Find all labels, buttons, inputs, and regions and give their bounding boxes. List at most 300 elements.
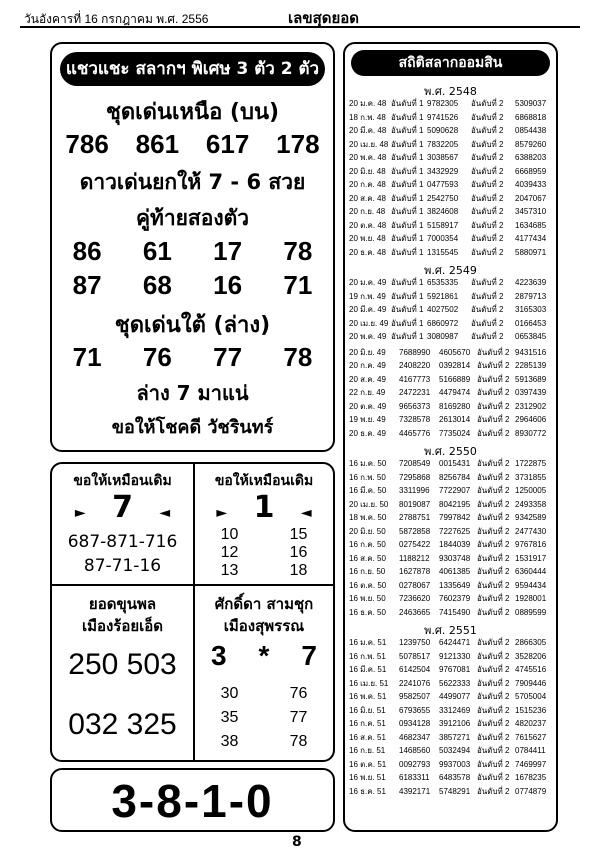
stats-cell: 2493358 (515, 499, 547, 509)
stats-cell: 16 ต.ค. 50 (349, 580, 387, 590)
stats-cell: อันดับที่ 1 (391, 139, 424, 149)
header-rule (20, 26, 580, 28)
tip-d-pair: 30 (220, 685, 239, 702)
south-numbers (52, 342, 333, 373)
stats-cell: 6360444 (515, 567, 547, 576)
stats-row (349, 771, 554, 784)
stats-cell: 20 ม.ค. 48 (349, 99, 387, 108)
stats-cell: 20 มิ.ย. 49 (349, 347, 386, 357)
tip-d-top-left: 3 (210, 640, 227, 671)
stats-cell: 0278067 (399, 580, 431, 590)
stats-cell: 2477430 (515, 526, 547, 536)
stats-cell: 9937003 (439, 759, 471, 769)
stats-cell: 7688990 (399, 347, 431, 357)
stats-cell: อันดับที่ 2 (471, 207, 504, 216)
stats-cell: 2788751 (399, 513, 431, 522)
tip-d-top-right: 7 (301, 640, 317, 671)
stats-cell: 16 มิ.ย. 51 (349, 705, 386, 715)
publication-brand: เลขสุดยอด (288, 9, 360, 27)
stats-cell: 3857271 (439, 732, 471, 742)
south-number: 76 (142, 342, 172, 372)
stats-cell: 4167773 (399, 374, 431, 384)
stats-cell: 9741526 (427, 112, 459, 122)
stats-row (349, 606, 554, 619)
stats-cell: 5622333 (439, 678, 471, 688)
stats-cell: 9594434 (515, 580, 547, 590)
stats-row (349, 373, 554, 386)
stats-cell: อันดับที่ 2 (477, 415, 510, 424)
stats-cell: 19 ก.พ. 49 (349, 291, 386, 301)
stats-cell: 0774879 (515, 786, 547, 796)
stats-cell: อันดับที่ 2 (471, 193, 504, 203)
arrow-left-icon: ◄ (159, 505, 171, 521)
stats-cell: อันดับที่ 2 (477, 526, 510, 536)
stats-cell: 2241076 (399, 678, 431, 688)
stats-cell: 16 พ.ย. 50 (349, 594, 386, 603)
stats-row (349, 498, 554, 511)
stats-cell: 0392814 (439, 361, 471, 370)
stats-cell: อันดับที่ 2 (477, 732, 510, 742)
stats-cell: 9121330 (439, 651, 471, 661)
stats-cell: 2542750 (427, 193, 459, 203)
stats-cell: อันดับที่ 2 (471, 291, 504, 301)
stats-cell: อันดับที่ 2 (477, 567, 510, 576)
tip-a-line-2: 87-71-16 (83, 556, 162, 576)
stats-cell: 8579260 (515, 139, 547, 149)
stats-cell: 4392171 (399, 786, 431, 796)
blessing: ขอให้โชคดี วัชรินทร์ (111, 417, 274, 438)
stats-cell: อันดับที่ 2 (471, 220, 504, 230)
stats-cell: 0166453 (515, 318, 547, 328)
stats-cell: 1678235 (515, 773, 547, 782)
stats-cell: อันดับที่ 2 (471, 234, 504, 243)
stats-row (349, 232, 554, 245)
north-number: 178 (276, 129, 320, 159)
stats-cell: 20 พ.ค. 48 (349, 153, 387, 162)
stats-cell: 2613014 (439, 415, 471, 424)
stats-cell: 7832205 (427, 139, 459, 149)
page-number: 8 (292, 834, 302, 850)
stats-cell: 8169280 (439, 401, 471, 411)
pair-number: 87 (72, 270, 102, 300)
stats-cell: อันดับที่ 2 (471, 278, 504, 287)
stats-cell: 5872858 (399, 526, 431, 536)
stats-cell: 3312469 (439, 705, 471, 715)
stats-cell: 20 เม.ย. 49 (349, 318, 389, 328)
stats-row (349, 663, 554, 676)
pair-title: คู่ท้ายสองตัว (135, 206, 250, 230)
stats-row (349, 731, 554, 744)
stats-cell: 7997842 (439, 513, 471, 522)
stats-cell: 5032494 (439, 746, 471, 755)
stats-cell: อันดับที่ 2 (471, 126, 504, 135)
stats-cell: 16 ต.ค. 51 (349, 759, 387, 769)
tip-a-line-1: 687-871-716 (67, 532, 178, 552)
stats-cell: 20 มิ.ย. 50 (349, 526, 386, 536)
stats-cell: 9303748 (439, 553, 471, 563)
stats-cell: 1250005 (515, 486, 547, 495)
stats-cell: 6868818 (515, 112, 547, 122)
stats-box (343, 42, 558, 832)
stats-row (349, 565, 554, 578)
stats-cell: อันดับที่ 2 (477, 580, 510, 590)
stats-cell: 7722907 (439, 486, 471, 495)
stats-cell: 16 มี.ค. 51 (349, 665, 387, 674)
stats-cell: 6424471 (439, 638, 471, 647)
year-heading: พ.ศ. 2550 (424, 445, 477, 458)
stats-row (349, 690, 554, 703)
stats-cell: 2047067 (515, 193, 547, 203)
stats-cell: 2312902 (515, 401, 547, 411)
year-heading: พ.ศ. 2548 (424, 85, 477, 98)
tip-b-pair: 18 (289, 562, 308, 579)
stats-row (349, 178, 554, 191)
final-number-box (50, 768, 335, 832)
stats-row (349, 484, 554, 497)
stats-row (349, 538, 554, 551)
stats-cell: 20 เม.ย. 50 (349, 499, 389, 509)
stats-row (349, 511, 554, 524)
stats-cell: 5913689 (515, 374, 547, 384)
stats-row (349, 346, 554, 359)
stats-cell: 2866305 (515, 638, 547, 647)
stats-cell: อันดับที่ 2 (477, 347, 510, 357)
tip-d-top-row (195, 640, 333, 672)
stats-cell: อันดับที่ 2 (471, 247, 504, 257)
stats-cell: 5166889 (439, 374, 471, 384)
stats-cell: อันดับที่ 1 (391, 180, 424, 189)
stats-cell: อันดับที่ 1 (391, 207, 424, 216)
stats-cell: 20 ก.ค. 48 (349, 180, 386, 189)
stats-cell: อันดับที่ 1 (391, 234, 424, 243)
south-number: 78 (283, 342, 313, 372)
stats-cell: 0092793 (399, 759, 431, 769)
tips-grid (50, 462, 335, 762)
stats-cell: 5309037 (515, 99, 547, 108)
stats-cell: 9767816 (515, 540, 547, 549)
stats-cell: 16 พ.ย. 51 (349, 773, 386, 782)
stats-row (349, 192, 554, 205)
stats-cell: 16 มี.ค. 50 (349, 486, 387, 495)
stats-cell: อันดับที่ 2 (471, 99, 504, 108)
star-icon: * (258, 640, 270, 671)
stats-cell: 1531917 (515, 553, 547, 563)
stats-cell: 4745516 (515, 665, 547, 674)
stats-cell: 3528206 (515, 651, 547, 661)
stats-cell: 20 ต.ค. 49 (349, 401, 387, 411)
tip-b-pair: 12 (220, 544, 239, 561)
stats-cell: 7227625 (439, 526, 471, 536)
stats-cell: 0784411 (515, 746, 546, 755)
stats-cell: 1627878 (399, 567, 431, 576)
stats-cell: 4605670 (439, 347, 471, 357)
stats-cell: 7415490 (439, 607, 471, 617)
stats-cell: อันดับที่ 1 (391, 247, 424, 257)
stats-cell: 20 ก.ย. 48 (349, 207, 386, 216)
stats-cell: อันดับที่ 2 (477, 746, 510, 755)
stats-row (349, 413, 554, 426)
stats-cell: อันดับที่ 2 (477, 361, 510, 370)
stats-cell: อันดับที่ 1 (391, 332, 424, 341)
tip-d-title-1: ศักดิ์ดา สามชุก (214, 595, 314, 613)
tip-d-title-2: เมืองสุพรรณ (223, 617, 305, 635)
stats-cell: อันดับที่ 2 (477, 638, 510, 647)
stats-cell: 4177434 (515, 234, 547, 243)
tip-b-digit: 1 (253, 490, 275, 525)
stats-row (349, 317, 554, 330)
stats-cell: 4027502 (427, 305, 459, 314)
tip-d-pair: 78 (289, 733, 308, 750)
stats-cell: 2463665 (399, 607, 431, 617)
stats-cell: 16 ส.ค. 51 (349, 732, 386, 742)
south-number: 77 (213, 342, 243, 372)
arrow-right-icon: ► (74, 505, 86, 521)
stats-cell: อันดับที่ 2 (477, 540, 510, 549)
north-number: 861 (135, 129, 180, 159)
tip-c-number-2: 032 325 (68, 708, 177, 741)
stats-cell: 7615627 (515, 732, 547, 742)
stats-cell: 6183311 (399, 773, 430, 782)
stats-cell: อันดับที่ 2 (471, 153, 504, 162)
north-title: ชุดเด่นเหนือ (บน) (105, 100, 280, 125)
stats-cell: 0015431 (439, 459, 471, 468)
stats-row (349, 525, 554, 538)
stats-cell: 8930772 (515, 428, 547, 438)
stats-cell: 3311996 (399, 486, 430, 495)
stats-cell: 20 ธ.ค. 49 (349, 428, 386, 438)
stats-cell: อันดับที่ 1 (391, 318, 424, 328)
stats-row (349, 427, 554, 440)
tip-b-pair: 13 (220, 562, 239, 579)
stats-cell: อันดับที่ 2 (477, 651, 510, 661)
stats-row (349, 290, 554, 303)
stats-row (349, 457, 554, 470)
stats-cell: 5880971 (515, 247, 547, 257)
arrow-left-icon: ◄ (300, 505, 312, 521)
stats-cell: อันดับที่ 2 (471, 318, 504, 328)
stats-cell: อันดับที่ 2 (477, 665, 510, 674)
stats-cell: 1928001 (515, 594, 547, 603)
stats-cell: อันดับที่ 2 (477, 513, 510, 522)
stats-cell: อันดับที่ 2 (477, 594, 510, 603)
stats-cell: 20 ส.ค. 49 (349, 374, 386, 384)
prediction-pill-title: แชวแชะ สลากฯ พิเศษ 3 ตัว 2 ตัว (60, 52, 325, 86)
tip-c-number-1: 250 503 (68, 648, 177, 681)
stats-cell: อันดับที่ 1 (391, 153, 424, 162)
arrow-right-icon: ► (216, 505, 228, 521)
stats-title: สถิติสลากออมสิน (351, 50, 550, 76)
stats-cell: 5748291 (439, 786, 471, 796)
star-line: ดาวเด่นยกให้ 7 - 6 สวย (79, 170, 306, 194)
stats-cell: 7469997 (515, 759, 547, 769)
stats-cell: อันดับที่ 2 (471, 139, 504, 149)
stats-cell: 18 พ.ค. 50 (349, 513, 387, 522)
tip-b-digit-row (195, 490, 333, 525)
stats-cell: อันดับที่ 2 (477, 678, 510, 688)
stats-cell: อันดับที่ 1 (391, 112, 424, 122)
pair-number: 86 (72, 236, 102, 266)
stats-row (349, 330, 554, 343)
stats-cell: อันดับที่ 2 (477, 553, 510, 563)
stats-cell: 8019087 (399, 499, 431, 509)
stats-row (349, 744, 554, 757)
tip-b-pair: 15 (289, 526, 308, 543)
stats-cell: 2472231 (399, 388, 431, 397)
stats-cell: 20 ธ.ค. 48 (349, 247, 386, 257)
stats-cell: 16 ธ.ค. 50 (349, 607, 386, 617)
stats-cell: 4820237 (515, 719, 547, 728)
stats-row (349, 124, 554, 137)
stats-row (349, 246, 554, 259)
stats-cell: อันดับที่ 1 (391, 193, 424, 203)
north-number: 786 (65, 129, 109, 159)
stats-cell: 3912106 (439, 719, 471, 728)
stats-cell: 7236620 (399, 594, 431, 603)
stats-cell: 1515236 (515, 705, 547, 715)
stats-row (349, 471, 554, 484)
stats-cell: 1239750 (399, 638, 431, 647)
south-title: ชุดเด่นใต้ (ล่าง) (114, 313, 271, 338)
prediction-box (50, 42, 335, 452)
stats-cell: 4039433 (515, 180, 547, 189)
stats-cell: อันดับที่ 2 (477, 374, 510, 384)
stats-cell: อันดับที่ 1 (391, 278, 424, 287)
stats-cell: อันดับที่ 2 (477, 759, 510, 769)
stats-cell: 8042195 (439, 499, 471, 509)
stats-cell: อันดับที่ 2 (471, 332, 504, 341)
stats-cell: 3731855 (515, 472, 547, 482)
pair-number: 17 (213, 236, 243, 266)
stats-cell: 9782305 (427, 99, 459, 108)
stats-cell: 16 ก.ย. 51 (349, 746, 386, 755)
tip-c-title-2: เมืองร้อยเอ็ด (81, 617, 164, 635)
stats-cell: อันดับที่ 1 (391, 220, 424, 230)
stats-cell: อันดับที่ 1 (391, 305, 424, 314)
stats-cell: 5705004 (515, 692, 547, 701)
stats-row (349, 303, 554, 316)
stats-cell: 9431516 (515, 347, 547, 357)
grid-divider-horizontal (52, 584, 333, 586)
stats-cell: 4682347 (399, 732, 431, 742)
stats-cell: 2408220 (399, 361, 431, 370)
stats-cell: 5090628 (427, 126, 459, 135)
stats-cell: 3824608 (427, 207, 459, 216)
stats-cell: อันดับที่ 2 (471, 305, 504, 314)
stats-cell: 4223639 (515, 278, 547, 287)
stats-cell: อันดับที่ 2 (477, 705, 510, 715)
tip-c-title-1: ยอดขุนพล (88, 595, 157, 613)
stats-cell: 3457310 (515, 207, 547, 216)
stats-cell: 20 พ.ค. 49 (349, 332, 387, 341)
stats-cell: 1315545 (427, 247, 459, 257)
stats-cell: 1722875 (515, 459, 547, 468)
stats-row (349, 592, 554, 605)
stats-cell: 16 ธ.ค. 51 (349, 786, 386, 796)
stats-cell: อันดับที่ 2 (477, 472, 510, 482)
stats-cell: 2285139 (515, 361, 547, 370)
year-heading: พ.ศ. 2551 (424, 624, 477, 637)
stats-cell: 4465776 (399, 428, 431, 438)
stats-cell: อันดับที่ 2 (471, 112, 504, 122)
stats-cell: 16 พ.ค. 51 (349, 692, 387, 701)
stats-cell: 20 ก.ค. 49 (349, 361, 386, 370)
tip-d-pairs (195, 682, 333, 754)
stats-row (349, 97, 554, 110)
stats-cell: อันดับที่ 2 (477, 459, 510, 468)
stats-cell: 0397439 (515, 388, 547, 397)
stats-cell: 9767081 (439, 665, 471, 674)
stats-row (349, 650, 554, 663)
stats-row (349, 205, 554, 218)
stats-row (349, 111, 554, 124)
stats-cell: 7000354 (427, 234, 459, 243)
north-numbers (52, 129, 333, 160)
stats-cell: 0477593 (427, 180, 459, 189)
stats-cell: 16 ก.ย. 50 (349, 567, 386, 576)
south-number: 71 (72, 342, 102, 372)
tip-d-pair: 77 (289, 709, 308, 726)
stats-cell: 16 ก.ค. 51 (349, 719, 386, 728)
pairs-row-1 (52, 236, 333, 267)
stats-cell: 7909446 (515, 678, 547, 688)
tip-a-digit-row (52, 490, 193, 525)
stats-cell: 20 มิ.ย. 48 (349, 166, 386, 176)
stats-cell: 1844039 (439, 540, 471, 549)
stats-cell: 20 มี.ค. 48 (349, 126, 387, 135)
stats-row (349, 579, 554, 592)
stats-cell: 16 ม.ค. 51 (349, 638, 387, 647)
tip-a-digit: 7 (112, 490, 133, 525)
stats-cell: อันดับที่ 2 (471, 180, 504, 189)
low-line: ล่าง 7 มาแน่ (136, 381, 249, 405)
stats-cell: 6860972 (427, 318, 459, 328)
stats-row (349, 400, 554, 413)
stats-row (349, 758, 554, 771)
stats-row (349, 219, 554, 232)
stats-row (349, 151, 554, 164)
stats-row (349, 704, 554, 717)
final-number: 3-8-1-0 (111, 775, 274, 827)
pair-number: 78 (283, 236, 313, 266)
tip-b-pair: 16 (289, 544, 308, 561)
stats-cell: อันดับที่ 2 (477, 786, 510, 796)
stats-row (349, 386, 554, 399)
stats-cell: อันดับที่ 1 (391, 291, 424, 301)
stats-cell: 16 ก.พ. 50 (349, 472, 386, 482)
stats-cell: 16 เม.ย. 51 (349, 678, 389, 688)
stats-cell: 3165303 (515, 305, 547, 314)
stats-row (349, 636, 554, 649)
stats-cell: 1468560 (399, 746, 431, 755)
stats-cell: 7295868 (399, 472, 431, 482)
stats-cell: 9656373 (399, 401, 431, 411)
stats-cell: 2964606 (515, 415, 547, 424)
stats-cell: อันดับที่ 2 (477, 773, 510, 782)
stats-cell: 19 พ.ย. 49 (349, 415, 386, 424)
stats-cell: 20 มี.ค. 49 (349, 305, 387, 314)
stats-cell: 20 ม.ค. 49 (349, 278, 387, 287)
stats-cell: อันดับที่ 2 (477, 388, 510, 397)
stats-cell: 7602379 (439, 594, 471, 603)
stats-cell: อันดับที่ 2 (477, 607, 510, 617)
pair-number: 61 (142, 236, 172, 266)
stats-cell: 3080987 (427, 332, 459, 341)
tip-b-pair: 10 (220, 526, 239, 543)
stats-cell: 7328578 (399, 415, 431, 424)
stats-cell: 9342589 (515, 513, 547, 522)
stats-cell: อันดับที่ 2 (477, 499, 510, 509)
stats-cell: 6388203 (515, 153, 547, 162)
